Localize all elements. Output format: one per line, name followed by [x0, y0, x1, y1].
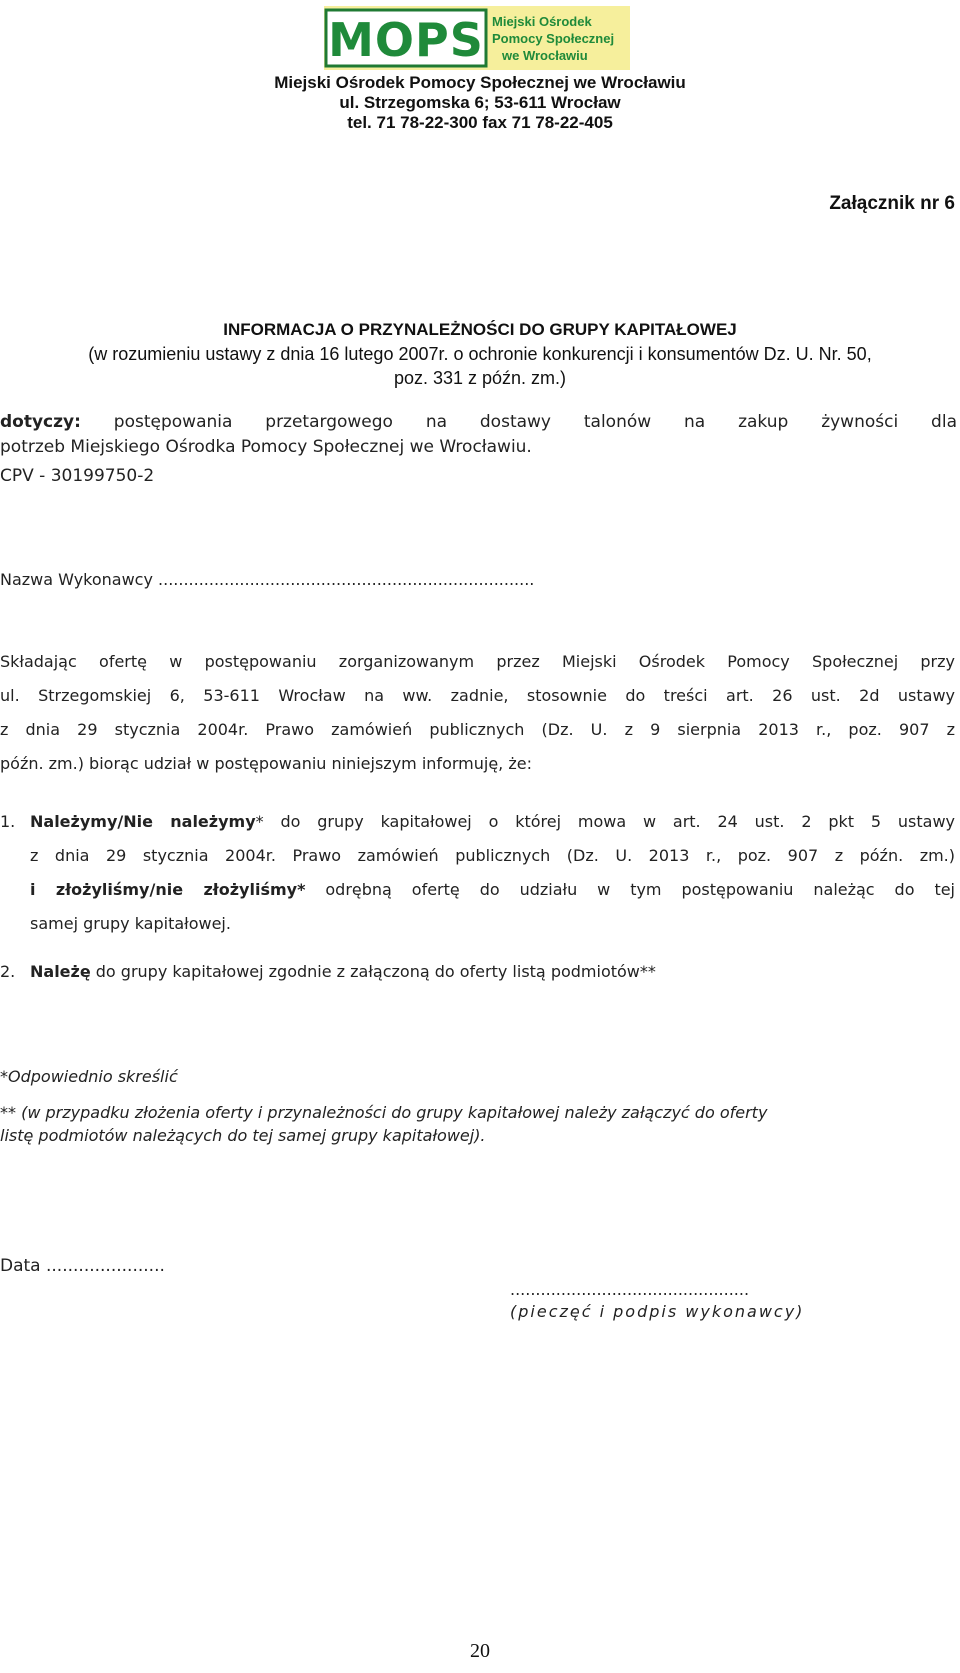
- subject-line-2: potrzeb Miejskiego Ośrodka Pomocy Społecznej we Wrocławiu.: [0, 437, 532, 457]
- attachment-label: Załącznik nr 6: [829, 193, 955, 214]
- logo-line-2: Pomocy Społecznej: [492, 31, 615, 46]
- logo-line-3: we Wrocławiu: [502, 48, 588, 63]
- header-phone-fax: tel. 71 78-22-300 fax 71 78-22-405: [347, 113, 613, 132]
- footnote-2-line-1: ** (w przypadku złożenia oferty i przynależności do grupy kapitałowej należy załączyć do oferty: [0, 1103, 768, 1122]
- header-org-name: Miejski Ośrodek Pomocy Społecznej we Wrocławiu: [274, 73, 686, 92]
- footnote-1: *Odpowiednio skreślić: [0, 1067, 178, 1086]
- document-subtitle: [0, 342, 960, 390]
- item-2-bold: Należę: [30, 962, 91, 981]
- item-1-line-3: [30, 880, 955, 899]
- logo-line-1: Miejski Ośrodek: [492, 14, 592, 29]
- item-1-bold: Należymy/Nie należymy: [30, 812, 256, 831]
- intro-line-2: ul. Strzegomskiej 6, 53-611 Wrocław na ww. zadnie, stosownie do treści art. 26 ust. 2d ustawy: [0, 686, 955, 705]
- subject-line-1-text: postępowania przetargowego na dostawy talonów na zakup żywności dla: [80, 412, 957, 432]
- item-1-line-1: [30, 812, 955, 831]
- item-1-line-2: z dnia 29 stycznia 2004r. Prawo zamówień publicznych (Dz. U. 2013 r., poz. 907 z późn. zm.): [30, 846, 955, 865]
- date-field: Data ......................: [0, 1256, 165, 1276]
- mops-logo: [324, 6, 630, 70]
- subtitle-line-1: (w rozumieniu ustawy z dnia 16 lutego 2007r. o ochronie konkurencji i konsumentów Dz. U. Nr. 50,: [88, 344, 872, 364]
- item-1-number: 1.: [0, 812, 16, 831]
- signature-line: ...............................................: [510, 1280, 750, 1299]
- item-1-line-1-text: * do grupy kapitałowej o której mowa w art. 24 ust. 2 pkt 5 ustawy: [255, 812, 955, 831]
- subject-line-1: [0, 412, 957, 432]
- subject-prefix: dotyczy:: [0, 412, 81, 432]
- signature-caption: (pieczęć i podpis wykonawcy): [510, 1302, 805, 1321]
- item-2-text: do grupy kapitałowej zgodnie z załączoną do oferty listą podmiotów**: [90, 962, 656, 981]
- item-1-bold-2: i złożyliśmy/nie złożyliśmy*: [30, 880, 306, 899]
- item-2-number: 2.: [0, 962, 16, 981]
- cpv-code: CPV - 30199750-2: [0, 466, 155, 486]
- logo-acronym: MOPS: [328, 13, 484, 67]
- contractor-name-field: Nazwa Wykonawcy ..........................................................................: [0, 570, 535, 589]
- document-title: INFORMACJA O PRZYNALEŻNOŚCI DO GRUPY KAPITAŁOWEJ: [223, 320, 737, 339]
- header-address: ul. Strzegomska 6; 53-611 Wrocław: [339, 93, 621, 112]
- intro-line-3: z dnia 29 stycznia 2004r. Prawo zamówień publicznych (Dz. U. z 9 sierpnia 2013 r., poz. 907 z: [0, 720, 955, 739]
- intro-line-1: Składając ofertę w postępowaniu zorganizowanym przez Miejski Ośrodek Pomocy Społecznej przy: [0, 652, 955, 671]
- footnote-2-line-2: listę podmiotów należących do tej samej grupy kapitałowej).: [0, 1126, 486, 1145]
- logo-graphic: [324, 6, 630, 70]
- page-number: 20: [470, 1640, 490, 1662]
- item-2-line: [30, 962, 656, 981]
- subtitle-line-2: poz. 331 z późn. zm.): [393, 368, 567, 388]
- item-1-line-4: samej grupy kapitałowej.: [30, 914, 231, 933]
- intro-line-4: późn. zm.) biorąc udział w postępowaniu niniejszym informuję, że:: [0, 754, 532, 773]
- item-1-line-3-text: odrębną ofertę do udziału w tym postępowaniu należąc do tej: [305, 880, 956, 899]
